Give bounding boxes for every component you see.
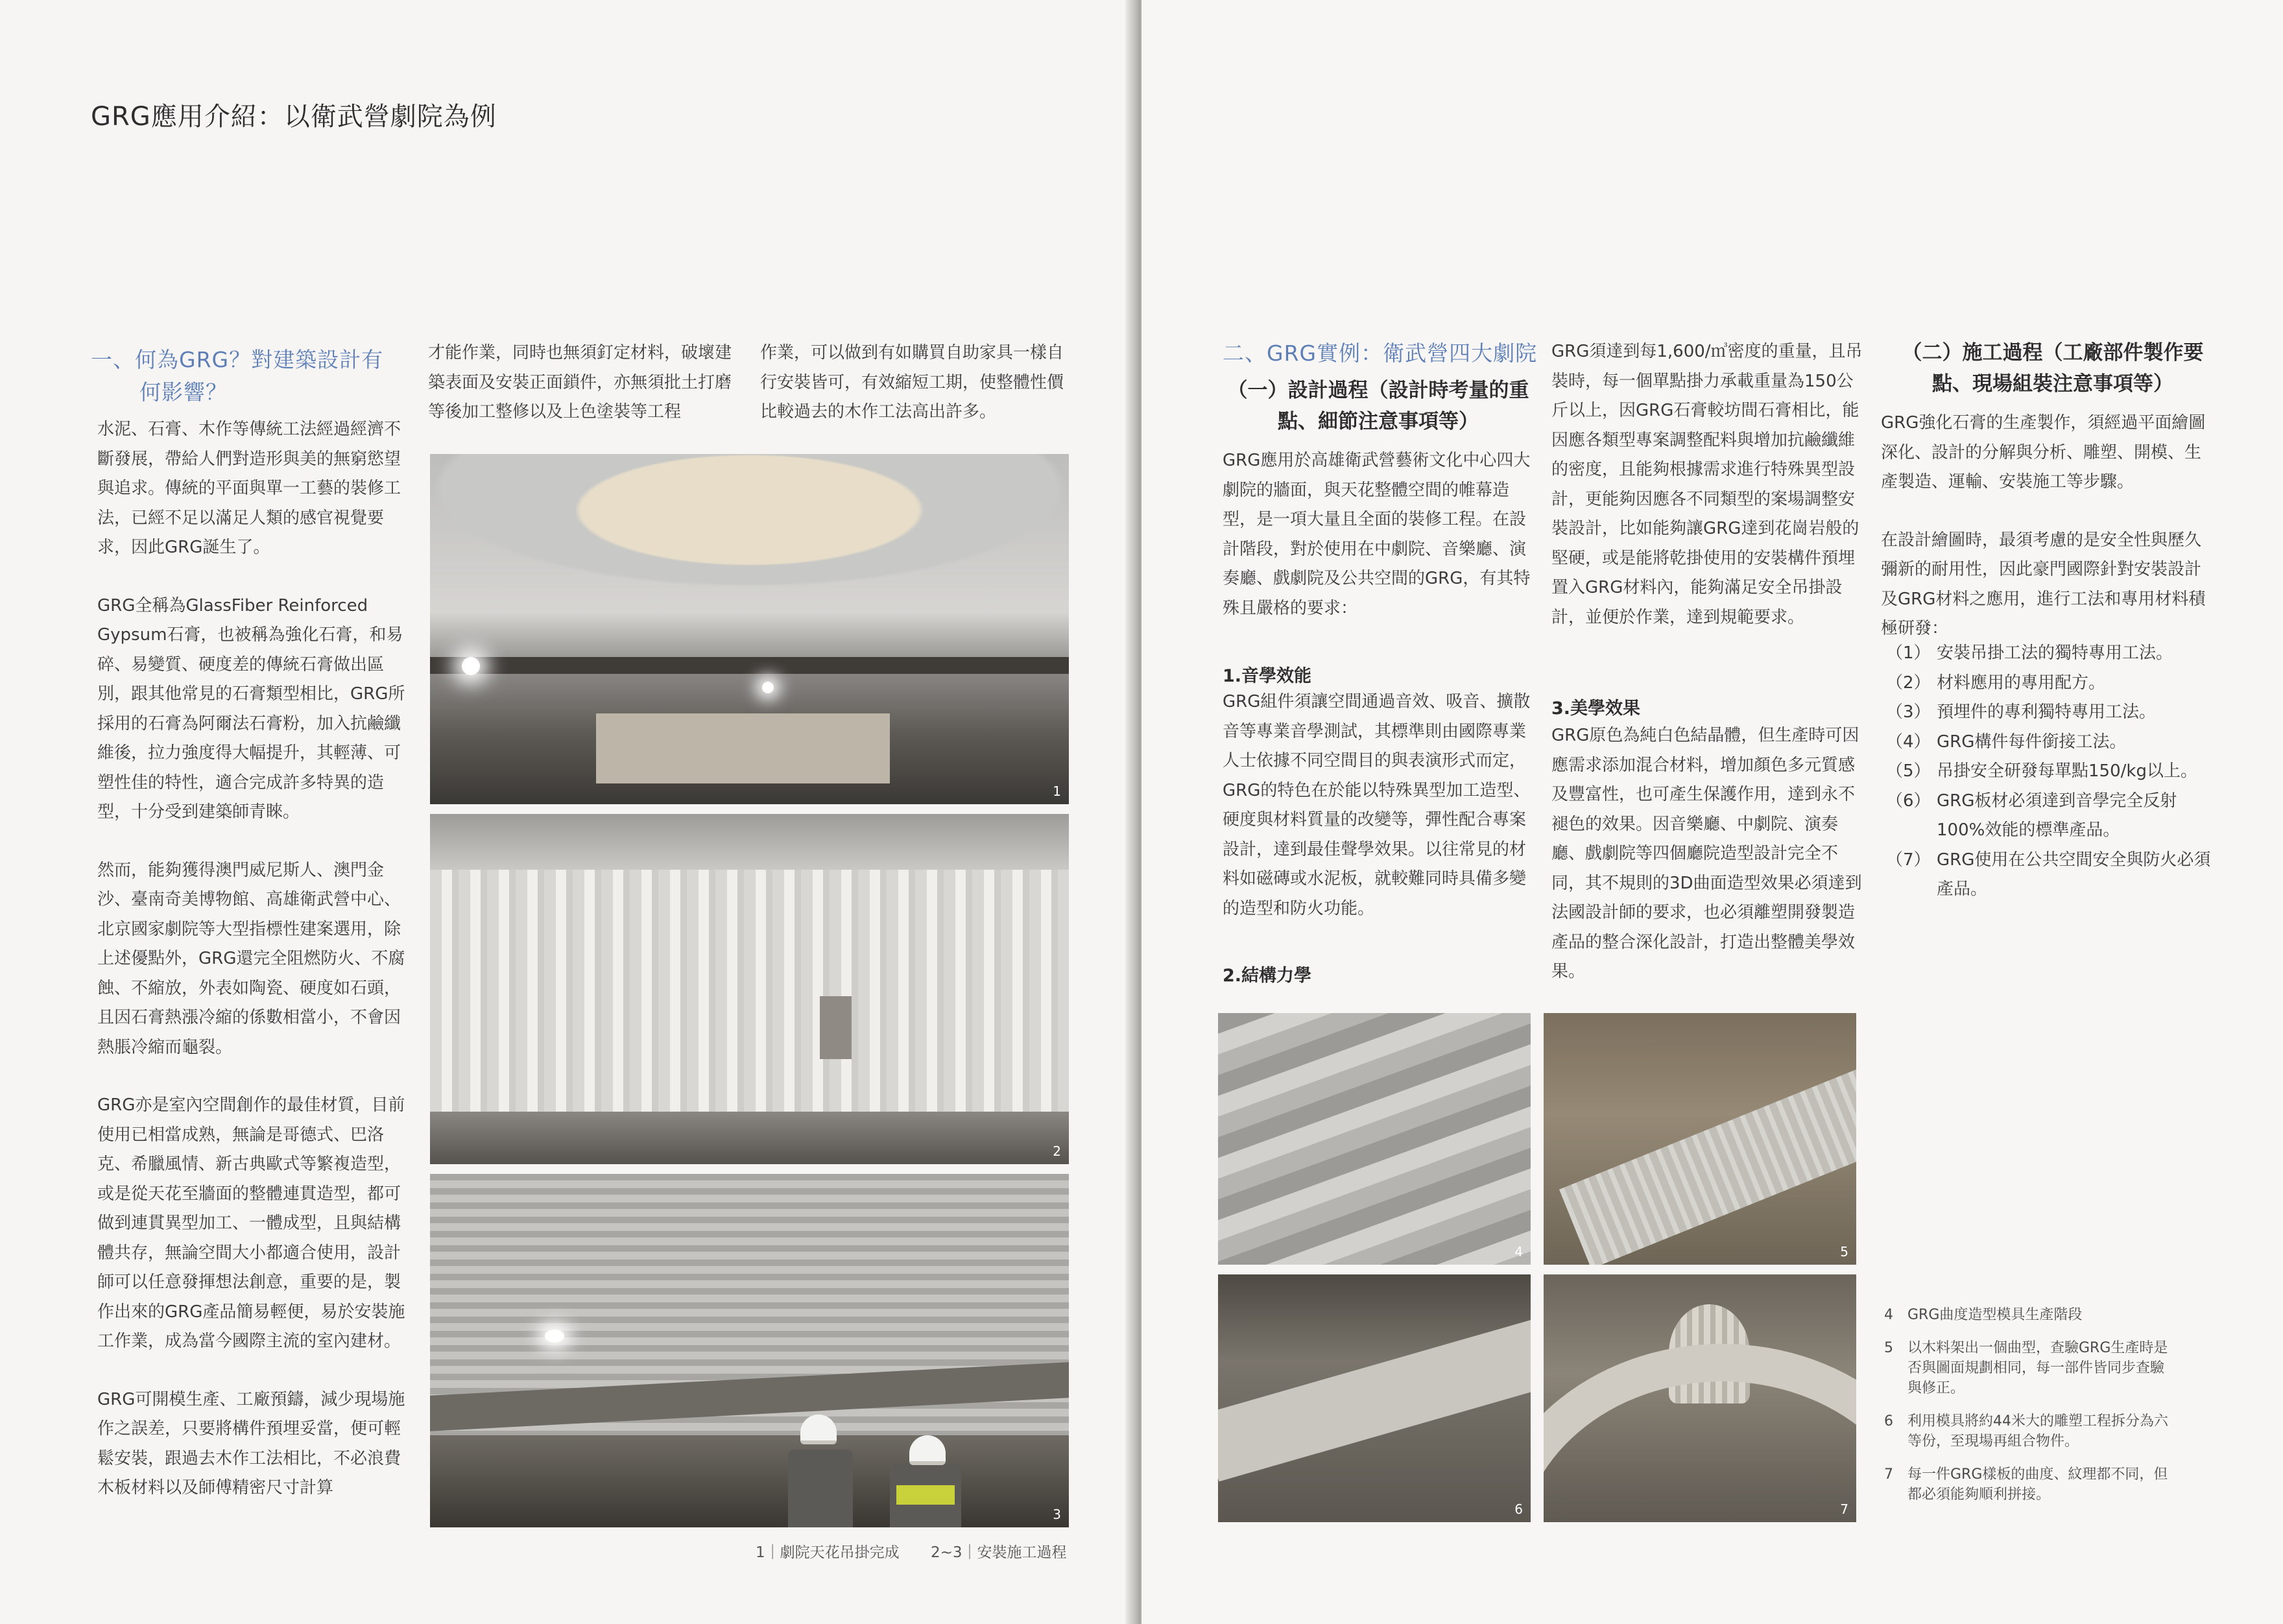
worker-figure — [788, 1450, 853, 1527]
paragraph: GRG可開模生產、工廠預鑄，減少現場施作之誤差，只要將構件預埋妥當，便可輕鬆安裝，跟過去木作工法相比，不必浪費木板材料以及師傅精密尺寸計算 — [97, 1389, 405, 1498]
photo-number: 6 — [1514, 1501, 1523, 1517]
left-column-1 — [97, 415, 405, 1532]
section1-heading-line2: 何影響？ — [139, 379, 228, 405]
helmet-icon — [909, 1435, 946, 1465]
design-process-heading-line1: （一）設計過程（設計時考量的重 — [1227, 379, 1529, 402]
work-light — [545, 1330, 564, 1343]
photo-mold-production — [1218, 1013, 1531, 1265]
paragraph: GRG全稱為GlassFiber Reinforced Gypsum石膏，也被稱為強化石膏，和易碎、易變質、硬度差的傳統石膏做出區別，跟其他常見的石膏類型相比，GRG所採用的石膏為阿爾法石膏粉，加入抗鹼纖維後，拉力強度得大幅提升，其輕薄、可塑性佳的特性，適合完成許多特異的造型，十分受到建築師青睞。 — [97, 595, 405, 822]
caption-photo-1: 1｜劇院天花吊掛完成 — [756, 1544, 900, 1561]
structure-heading: 2.結構力學 — [1223, 966, 1312, 986]
list-item: （5） 吊掛安全研發每單點150/kg以上。 — [1886, 761, 2197, 781]
floor-band — [430, 1112, 1069, 1164]
photo-timber-frame — [1544, 1013, 1856, 1265]
floor-band — [430, 1435, 1069, 1527]
list-item: （2） 材料應用的專用配方。 — [1886, 673, 2106, 693]
paragraph: GRG亦是室內空間創作的最佳材質，目前使用已相當成熟，無論是哥德式、巴洛克、希臘風情、新古典歐式等繁複造型，或是從天花至牆面的整體連貫造型，都可做到連貫異型加工、一體成型，且與結構體共存，無論空間大小都適合使用，設計師可以任意發揮想法創意，重要的是，製作出來的GRG產品簡易輕便，易於安裝施工作業，成為當今國際主流的室內建材。 — [97, 1095, 405, 1351]
construction-process-heading-line1: （二）施工過程（工廠部件製作要 — [1902, 341, 2204, 364]
photo-number: 7 — [1840, 1501, 1848, 1517]
photo-number: 4 — [1514, 1244, 1523, 1260]
acoustic-text: GRG組件須讓空間通過音效、吸音、擴散音等專業音學測試，其標準則由國際專業人士依據不同空間目的與表演形式而定，GRG的特色在於能以特殊異型加工造型、硬度與材料質量的改變等，彈性配合專案設計，達到最佳聲學效果。以往常見的材料如磁磚或水泥板，就較難同時具備多變的造型和防火功能。 — [1223, 692, 1531, 918]
aesthetic-text: GRG原色為純白色結晶體，但生產時可因應需求添加混合材料，增加顏色多元質感及豐富性，也可產生保護作用，達到永不褪色的效果。因音樂廳、中劇院、演奏廳、戲劇院等四個廳院造型設計完全不同，其不規則的3D曲面造型效果必須達到法國設計師的要求，也必須離塑開發製造產品的整合深化設計，打造出整體美學效果。 — [1551, 726, 1862, 981]
curved-panel — [1544, 1344, 1856, 1522]
caption-item: 4 GRG曲度造型模具生產階段 — [1884, 1307, 2083, 1323]
paragraph: GRG強化石膏的生產製作，須經過平面繪圖深化、設計的分解與分析、雕塑、開模、生產製造、運輸、安裝施工等步驟。 — [1881, 413, 2206, 492]
caption-item: 7 每一件GRG樣板的曲度、紋理都不同，但都必須能夠順利拼接。 — [1884, 1466, 2168, 1503]
list-item: （3） 預埋件的專利獨特專用工法。 — [1886, 702, 2157, 722]
paragraph: 然而，能夠獲得澳門威尼斯人、澳門金沙、臺南奇美博物館、高雄衛武營中心、北京國家劇院等大型指標性建案選用，除上述優點外，GRG還完全阻燃防火、不腐蝕、不縮放，外表如陶瓷、硬度如石頭，且因石膏熱漲冷縮的係數相當小，不會因熱脹冷縮而龜裂。 — [97, 860, 405, 1057]
list-item: （7） GRG使用在公共空間安全與防火必須產品。 — [1886, 850, 2211, 899]
left-column-3-text: 作業，可以做到有如購買自助家具一樣自行安裝皆可，有效縮短工期，使整體性價比較過去的木作工法高出許多。 — [760, 343, 1064, 422]
caption-item: 6 利用模具將約44米大的雕塑工程拆分為六等份，至現場再組合物件。 — [1884, 1413, 2168, 1450]
construction-text — [1881, 409, 2208, 644]
photo-panel-samples — [1544, 1274, 1856, 1522]
acoustic-heading: 1.音學效能 — [1223, 666, 1312, 686]
design-process-heading-line2: 點、細節注意事項等） — [1278, 410, 1479, 433]
caption-item: 5 以木料架出一個曲型，查驗GRG生產時是否與圖面規劃相同，每一部件皆同步查驗與修正。 — [1884, 1340, 2168, 1396]
design-process-heading — [1223, 375, 1534, 437]
photo-number: 3 — [1053, 1507, 1061, 1522]
balcony-rail — [430, 657, 1069, 674]
section2-heading: 二、GRG實例：衛武營四大劇院 — [1223, 340, 1538, 366]
design-intro-text: GRG應用於高雄衛武營藝術文化中心四大劇院的牆面，與天花整體空間的帷幕造型，是一項大量且全面的裝修工程。在設計階段，對於使用在中劇院、音樂廳、演奏廳、戲劇院及公共空間的GRG，有其特殊且嚴格的要求： — [1223, 451, 1531, 618]
photo-number: 2 — [1053, 1143, 1061, 1159]
list-item: （4） GRG構件每件銜接工法。 — [1886, 732, 2127, 752]
photo-number: 1 — [1053, 783, 1061, 799]
structure-text: GRG須達到每1,600/㎥密度的重量，且吊裝時，每一個單點掛力承載重量為150公斤以上，因GRG石膏較坊間石膏相比，能因應各類型專案調整配料與增加抗鹼纖維的密度，且能夠根據需求進行特殊異型設計，更能夠因應各不同類型的案場調整安裝設計，比如能夠讓GRG達到花崗岩般的堅硬，或是能將乾掛使用的安裝構件預埋置入GRG材料內，能夠滿足安全吊掛設計，並便於作業，達到規範要求。 — [1551, 342, 1863, 627]
helmet-icon — [800, 1415, 837, 1444]
page-title: GRG應用介紹：以衛武營劇院為例 — [91, 102, 497, 132]
caption-photo-2-3: 2~3｜安裝施工過程 — [931, 1544, 1067, 1561]
work-light — [762, 682, 774, 693]
aesthetic-heading: 3.美學效果 — [1551, 699, 1641, 719]
construction-process-heading-line2: 點、現場組裝注意事項等） — [1932, 372, 2173, 396]
left-page — [0, 0, 1132, 1624]
section1-heading-line1: 一、何為GRG？對建築設計有 — [91, 347, 384, 372]
paragraph: 在設計繪圖時，最須考慮的是安全性與歷久彌新的耐用性，因此豪門國際針對安裝設計及GRG材料之應用，進行工法和專用材料積極研發： — [1881, 530, 2206, 638]
list-item: （1） 安裝吊掛工法的獨特專用工法。 — [1886, 643, 2173, 663]
photo-theater-ceiling — [430, 454, 1069, 804]
paragraph: 水泥、石膏、木作等傳統工法經過經濟不斷發展，帶給人們對造形與美的無窮慾望與追求。傳統的平面與單一工藝的裝修工法，已經不足以滿足人類的感官視覺要求，因此GRG誕生了。 — [97, 420, 401, 557]
rd-steps-list — [1886, 639, 2214, 905]
left-column-2-text: 才能作業，同時也無須釘定材料，破壞建築表面及安裝正面鎖件，亦無須批土打磨等後加工整修以及上色塗裝等工程 — [428, 343, 732, 422]
ceiling-beam — [430, 1362, 1069, 1431]
mold-form — [1218, 1315, 1531, 1481]
photo-installation — [430, 1174, 1069, 1527]
list-item: （6） GRG板材必須達到音學完全反射100%效能的標準產品。 — [1886, 791, 2177, 840]
photo-number: 5 — [1840, 1244, 1848, 1260]
photo-captions — [1884, 1305, 2176, 1518]
right-page — [1142, 0, 2283, 1624]
curved-deck — [1559, 1060, 1856, 1265]
photo-wall-panels — [430, 814, 1069, 1164]
construction-process-heading — [1884, 337, 2221, 400]
safety-vest — [896, 1485, 955, 1505]
ceiling-band — [430, 814, 1069, 870]
wall-opening — [820, 996, 852, 1059]
stage-area — [596, 713, 890, 783]
section1-heading — [91, 344, 428, 409]
photo-mold-sections — [1218, 1274, 1531, 1522]
